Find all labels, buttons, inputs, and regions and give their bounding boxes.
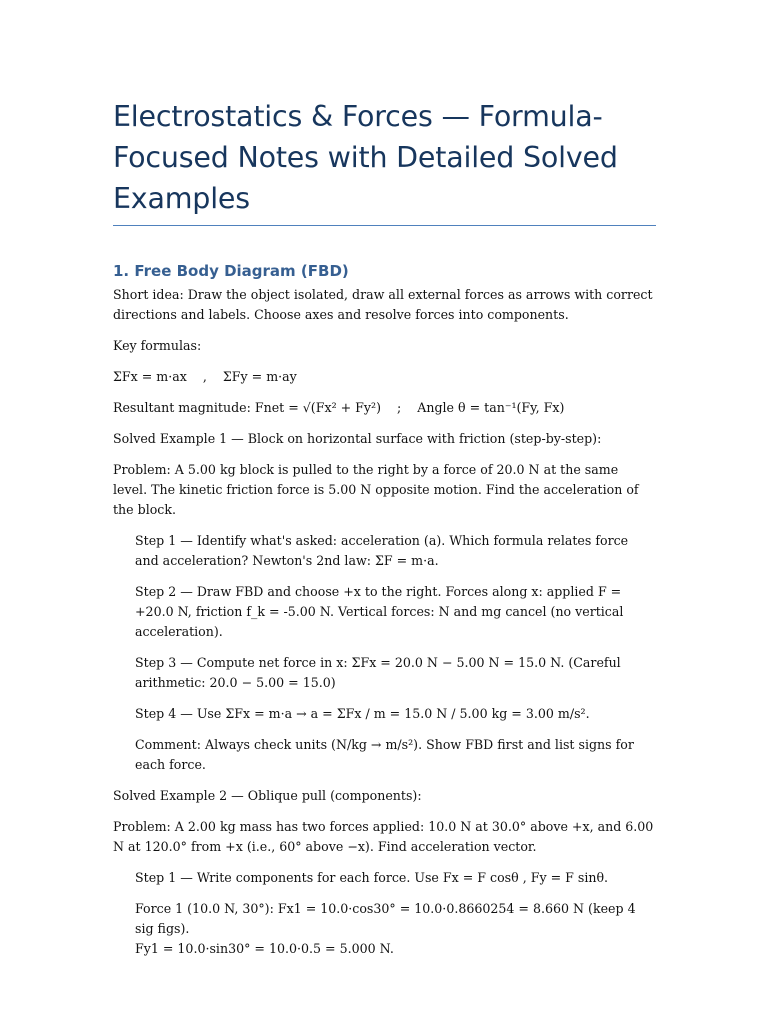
- body-text: [113, 285, 658, 959]
- paragraph: Resultant magnitude: Fnet = √(Fx² + Fy²) ; Angle θ = tan⁻¹(Fy, Fx): [113, 400, 565, 415]
- step-paragraph: Step 4 — Use ΣFx = m·a → a = ΣFx / m = 15.0 N / 5.00 kg = 3.00 m/s².: [135, 706, 590, 721]
- paragraph: ΣFx = m·ax , ΣFy = m·ay: [113, 369, 297, 384]
- document-title: Electrostatics & Forces — Formula-Focused Notes with Detailed Solved Examples: [113, 100, 618, 215]
- step-paragraph: Force 1 (10.0 N, 30°): Fx1 = 10.0·cos30° = 10.0·0.8660254 = 8.660 N (keep 4 sig figs). Fy1 = 10.0·sin30° = 10.0·0.5 = 5.000 N.: [135, 901, 636, 956]
- step-paragraph: Step 1 — Identify what's asked: acceleration (a). Which formula relates force and acceleration? Newton's 2nd law: ΣF = m·a.: [135, 533, 633, 568]
- step-paragraph: Step 2 — Draw FBD and choose +x to the right. Forces along x: applied F = +20.0 N, friction f_k = -5.00 N. Vertical forces: N and mg cancel (no vertical acceleration).: [135, 584, 628, 639]
- paragraph: Problem: A 2.00 kg mass has two forces applied: 10.0 N at 30.0° above +x, and 6.00 N at 120.0° from +x (i.e., 60° above −x). Find acceleration vector.: [113, 819, 658, 854]
- title-divider: [113, 225, 656, 226]
- step-paragraph: Step 3 — Compute net force in x: ΣFx = 20.0 N − 5.00 N = 15.0 N. (Careful arithmetic: 20.0 − 5.00 = 15.0): [135, 655, 625, 690]
- section-heading: 1. Free Body Diagram (FBD): [113, 262, 349, 280]
- step-paragraph: Step 1 — Write components for each force. Use Fx = F cosθ , Fy = F sinθ.: [135, 870, 609, 885]
- paragraph: Problem: A 5.00 kg block is pulled to the right by a force of 20.0 N at the same level. The kinetic friction force is 5.00 N opposite motion. Find the acceleration of the block.: [113, 462, 643, 517]
- paragraph: Key formulas:: [113, 338, 202, 353]
- paragraph: Solved Example 1 — Block on horizontal surface with friction (step-by-step):: [113, 431, 602, 446]
- paragraph: Short idea: Draw the object isolated, draw all external forces as arrows with correct directions and labels. Choose axes and resolve forces into components.: [113, 287, 657, 322]
- paragraph: Solved Example 2 — Oblique pull (components):: [113, 788, 422, 803]
- step-paragraph: Comment: Always check units (N/kg → m/s²). Show FBD first and list signs for each force.: [135, 737, 638, 772]
